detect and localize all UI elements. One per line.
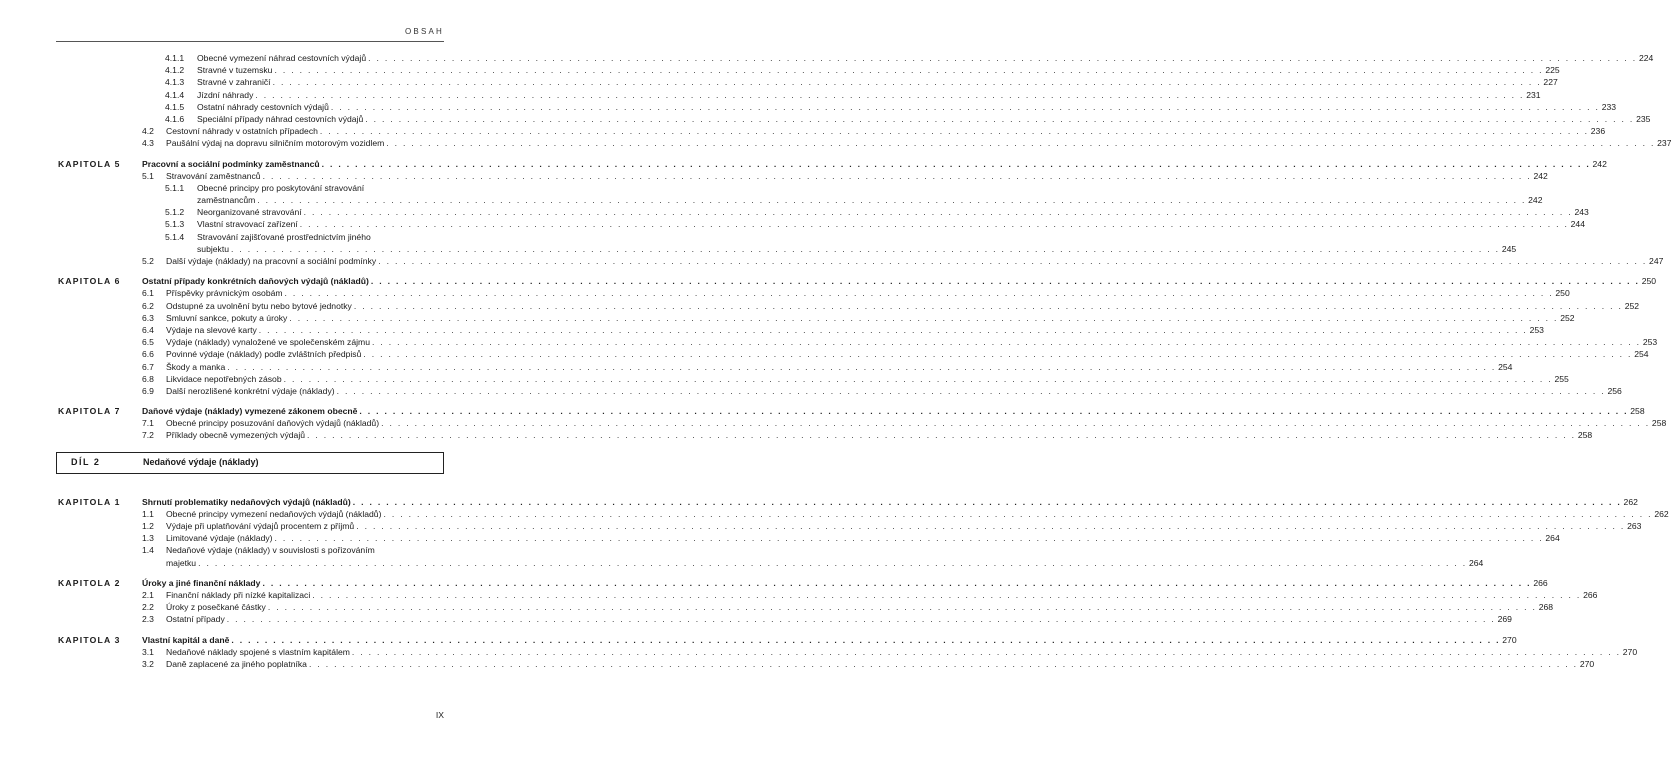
entry-line bbox=[197, 194, 1543, 206]
entry-line bbox=[166, 348, 1649, 360]
toc-entry-row bbox=[0, 194, 1543, 206]
toc-entry-row bbox=[0, 231, 516, 243]
entry-title: majetku bbox=[166, 557, 197, 568]
page-ref: 252 bbox=[1624, 300, 1640, 311]
entry-line bbox=[166, 170, 1548, 182]
toc-entry-row bbox=[0, 312, 1575, 324]
page-ref: 255 bbox=[1554, 373, 1569, 384]
entry-line bbox=[197, 89, 1541, 101]
page-number: IX bbox=[435, 710, 444, 720]
entry-line bbox=[166, 373, 1569, 385]
toc-entry-row bbox=[0, 125, 1606, 137]
section-number: 6.5 bbox=[142, 337, 154, 348]
dot-leader bbox=[365, 113, 1634, 125]
page-ref: 254 bbox=[1634, 349, 1649, 360]
entry-line bbox=[166, 508, 1669, 520]
entry-line bbox=[166, 300, 1640, 312]
dot-leader bbox=[227, 361, 1496, 373]
section-number: 6.2 bbox=[142, 300, 154, 311]
dot-leader bbox=[312, 589, 1581, 601]
entry-title: Limitované výdaje (náklady) bbox=[166, 533, 273, 544]
page-ref: 227 bbox=[1543, 77, 1558, 88]
page-ref: 258 bbox=[1577, 430, 1593, 441]
dot-leader bbox=[371, 275, 1640, 287]
entry-title: Cestovní náhrady v ostatních případech bbox=[166, 126, 318, 137]
toc-entry-row bbox=[0, 557, 1484, 569]
page-ref: 270 bbox=[1622, 646, 1638, 657]
entry-title: Vlastní kapitál a daně bbox=[142, 634, 230, 645]
page-ref: 258 bbox=[1630, 406, 1645, 417]
chapter-label: KAPITOLA 5 bbox=[58, 158, 121, 169]
entry-line bbox=[166, 613, 1512, 625]
entry-line bbox=[166, 589, 1598, 601]
entry-title: Výdaje na slevové karty bbox=[166, 324, 257, 335]
dot-leader bbox=[275, 532, 1544, 544]
chapter-label: KAPITOLA 3 bbox=[58, 634, 121, 645]
toc-entry-row bbox=[0, 243, 1517, 255]
toc-entry-row bbox=[0, 417, 1667, 429]
toc-block bbox=[0, 496, 1669, 569]
entry-title: Pracovní a sociální podmínky zaměstnanců bbox=[142, 158, 320, 169]
entry-line bbox=[166, 361, 1513, 373]
toc-entry-row bbox=[0, 385, 1622, 397]
toc-chapter-row bbox=[0, 405, 1645, 417]
entry-line bbox=[197, 182, 444, 194]
section-number: 6.6 bbox=[142, 349, 154, 360]
entry-line bbox=[166, 429, 1593, 441]
page-ref: 258 bbox=[1651, 418, 1667, 429]
dot-leader bbox=[368, 52, 1637, 64]
entry-title: Další výdaje (náklady) na pracovní a sociální podmínky bbox=[166, 256, 377, 266]
toc-entry-row bbox=[0, 508, 1669, 520]
entry-title: Nedaňové výdaje (náklady) v souvislosti s pořizováním bbox=[166, 545, 375, 556]
dot-leader bbox=[322, 158, 1591, 170]
toc-entry-row bbox=[0, 601, 1554, 613]
entry-line bbox=[142, 634, 1517, 646]
part-heading-box bbox=[56, 452, 444, 474]
dot-leader bbox=[381, 417, 1650, 429]
section-number: 4.1.5 bbox=[165, 101, 185, 112]
page-ref: 237 bbox=[1657, 138, 1671, 149]
section-number: 1.3 bbox=[142, 533, 154, 544]
dot-leader bbox=[300, 218, 1569, 230]
page-ref: 266 bbox=[1533, 577, 1548, 588]
entry-line bbox=[197, 218, 1585, 230]
toc-chapter-row bbox=[0, 158, 1607, 170]
dot-leader bbox=[307, 429, 1576, 441]
section-number: 5.1.1 bbox=[165, 182, 185, 193]
toc-block bbox=[0, 634, 1638, 671]
entry-line bbox=[142, 275, 1657, 287]
section-number: 5.1 bbox=[142, 170, 154, 181]
toc-entry-row bbox=[0, 613, 1512, 625]
entry-line bbox=[166, 532, 1560, 544]
section-number: 2.1 bbox=[142, 589, 154, 600]
page-ref: 270 bbox=[1502, 634, 1517, 645]
entry-title: Úroky z posečkané částky bbox=[166, 602, 266, 613]
page-ref: 264 bbox=[1468, 557, 1484, 568]
entry-line bbox=[166, 324, 1544, 336]
page-ref: 244 bbox=[1570, 219, 1585, 230]
chapter-label: KAPITOLA 6 bbox=[58, 276, 121, 287]
dot-leader bbox=[372, 336, 1641, 348]
toc-entry-row bbox=[0, 544, 516, 556]
toc-entry-row bbox=[0, 76, 1558, 88]
page-ref: 262 bbox=[1623, 496, 1638, 507]
entry-line bbox=[166, 255, 1664, 267]
page-ref: 262 bbox=[1654, 508, 1669, 519]
dot-leader bbox=[198, 557, 1467, 569]
entry-line bbox=[166, 658, 1595, 670]
entry-title: Stravování zajišťované prostřednictvím jiného bbox=[197, 231, 371, 242]
entry-title: Příklady obecně vymezených výdajů bbox=[166, 430, 306, 441]
entry-line bbox=[166, 336, 1658, 348]
entry-title: subjektu bbox=[197, 243, 230, 254]
toc-entry-row bbox=[0, 218, 1585, 230]
section-number: 2.2 bbox=[142, 602, 154, 613]
toc-block bbox=[0, 405, 1667, 442]
page-ref: 242 bbox=[1533, 170, 1548, 181]
section-number: 1.2 bbox=[142, 521, 154, 531]
entry-line bbox=[142, 496, 1638, 508]
entry-line bbox=[166, 125, 1606, 137]
page-ref: 269 bbox=[1497, 614, 1512, 625]
dot-leader bbox=[268, 601, 1537, 613]
section-number: 5.1.3 bbox=[165, 219, 185, 230]
page-ref: 252 bbox=[1560, 312, 1575, 323]
dot-leader bbox=[320, 125, 1589, 137]
entry-title: Odstupné za uvolnění bytu nebo bytové jednotky bbox=[166, 300, 352, 311]
toc-entry-row bbox=[0, 89, 1541, 101]
dot-leader bbox=[353, 496, 1622, 508]
entry-line bbox=[142, 158, 1607, 170]
entry-line bbox=[197, 243, 1517, 255]
entry-line bbox=[166, 417, 1667, 429]
toc-entry-row bbox=[0, 532, 1560, 544]
entry-line bbox=[197, 52, 1654, 64]
toc-block bbox=[0, 52, 1671, 150]
toc-entry-row bbox=[0, 137, 1671, 149]
page-ref: 250 bbox=[1641, 276, 1657, 287]
dot-leader bbox=[331, 101, 1600, 113]
page-ref: 233 bbox=[1601, 101, 1617, 112]
section-number: 1.4 bbox=[142, 545, 154, 556]
page-ref: 253 bbox=[1529, 324, 1544, 335]
page-ref: 224 bbox=[1638, 53, 1654, 63]
entry-title: Daně zaplacené za jiného poplatníka bbox=[166, 658, 307, 669]
toc-entry-row bbox=[0, 429, 1593, 441]
section-number: 1.1 bbox=[142, 508, 154, 519]
dot-leader bbox=[309, 658, 1578, 670]
entry-title: Stravování zaměstnanců bbox=[166, 170, 261, 181]
section-number: 5.1.4 bbox=[165, 231, 185, 242]
dot-leader bbox=[285, 287, 1554, 299]
page-ref: 245 bbox=[1501, 243, 1517, 254]
toc-entry-row bbox=[0, 300, 1640, 312]
section-number: 7.1 bbox=[142, 418, 154, 429]
page-ref: 256 bbox=[1607, 385, 1622, 396]
page-ref: 235 bbox=[1636, 113, 1651, 124]
chapter-label: KAPITOLA 2 bbox=[58, 577, 121, 588]
entry-line bbox=[197, 101, 1617, 113]
dot-leader bbox=[378, 255, 1647, 267]
entry-title: Stravné v zahraničí bbox=[197, 77, 271, 88]
section-number: 5.1.2 bbox=[165, 207, 185, 218]
toc-chapter-row bbox=[0, 275, 1657, 287]
toc-entry-row bbox=[0, 324, 1544, 336]
entry-title: Výdaje (náklady) vynaložené ve společenském zájmu bbox=[166, 337, 370, 348]
entry-title: Další nerozlišené konkrétní výdaje (náklady) bbox=[166, 385, 335, 396]
entry-line bbox=[166, 137, 1671, 149]
entry-line bbox=[142, 405, 1645, 417]
entry-title: Stravné v tuzemsku bbox=[197, 65, 273, 76]
section-number: 6.4 bbox=[142, 324, 154, 335]
page-ref: 242 bbox=[1528, 195, 1543, 206]
entry-title: Finanční náklady při nízké kapitalizaci bbox=[166, 589, 311, 600]
dot-leader bbox=[259, 324, 1528, 336]
dot-leader bbox=[262, 577, 1531, 589]
dot-leader bbox=[359, 405, 1628, 417]
page-ref: 250 bbox=[1555, 288, 1570, 299]
section-number: 4.1.1 bbox=[165, 53, 185, 63]
running-header: OBSAH bbox=[404, 27, 444, 36]
entry-title: Daňové výdaje (náklady) vymezené zákonem obecně bbox=[142, 406, 358, 417]
section-number: 4.3 bbox=[142, 138, 154, 149]
page-ref: 266 bbox=[1583, 589, 1598, 600]
toc-block bbox=[0, 577, 1598, 626]
dot-leader bbox=[337, 385, 1606, 397]
chapter-label: KAPITOLA 1 bbox=[58, 496, 121, 507]
toc-entry-row bbox=[0, 646, 1638, 658]
section-number: 2.3 bbox=[142, 614, 154, 625]
entry-title: zaměstnancům bbox=[197, 195, 256, 206]
toc-entry-row bbox=[0, 373, 1569, 385]
page-ref: 264 bbox=[1545, 533, 1560, 544]
entry-line bbox=[197, 231, 444, 243]
entry-line bbox=[166, 601, 1554, 613]
entry-line bbox=[166, 385, 1622, 397]
entry-line bbox=[197, 76, 1558, 88]
entry-title: Jízdní náhrady bbox=[197, 89, 254, 100]
section-number: 6.7 bbox=[142, 361, 154, 372]
header-rule bbox=[56, 41, 444, 42]
toc-entry-row bbox=[0, 101, 1617, 113]
dot-leader bbox=[274, 64, 1543, 76]
toc-entry-row bbox=[0, 658, 1595, 670]
entry-title: Vlastní stravovací zařízení bbox=[197, 219, 298, 230]
toc-entry-row bbox=[0, 170, 1548, 182]
page-ref: 231 bbox=[1526, 89, 1541, 100]
dot-leader bbox=[289, 312, 1558, 324]
part-label: DÍL 2 bbox=[71, 456, 101, 467]
part-title: Nedaňové výdaje (náklady) bbox=[143, 456, 259, 467]
page-ref: 253 bbox=[1642, 337, 1658, 348]
entry-title: Obecné principy posuzování daňových výdajů (nákladů) bbox=[166, 418, 380, 429]
section-number: 3.2 bbox=[142, 658, 154, 669]
dot-leader bbox=[273, 76, 1542, 88]
entry-title: Neorganizované stravování bbox=[197, 207, 302, 218]
page-ref: 247 bbox=[1649, 256, 1664, 266]
entry-line bbox=[142, 577, 1548, 589]
dot-leader bbox=[255, 89, 1524, 101]
toc-block bbox=[0, 158, 1664, 268]
entry-line bbox=[166, 520, 1642, 532]
section-number: 3.1 bbox=[142, 646, 154, 657]
toc-entry-row bbox=[0, 113, 1651, 125]
section-number: 4.1.4 bbox=[165, 89, 185, 100]
toc-entry-row bbox=[0, 287, 1570, 299]
table-of-contents bbox=[0, 52, 1671, 670]
entry-title: Obecné principy pro poskytování stravování bbox=[197, 182, 365, 193]
toc-entry-row bbox=[0, 255, 1664, 267]
entry-line bbox=[166, 646, 1638, 658]
section-number: 6.1 bbox=[142, 288, 154, 299]
entry-title: Škody a manka bbox=[166, 361, 226, 372]
dot-leader bbox=[227, 613, 1496, 625]
toc-chapter-row bbox=[0, 496, 1638, 508]
dot-leader bbox=[263, 170, 1532, 182]
section-number: 4.1.3 bbox=[165, 77, 185, 88]
entry-title: Obecné principy vymezení nedaňových výdajů (nákladů) bbox=[166, 508, 382, 519]
entry-title: Ostatní případy bbox=[166, 614, 225, 625]
toc-block bbox=[0, 275, 1658, 397]
section-number: 6.9 bbox=[142, 385, 154, 396]
toc-entry-row bbox=[0, 336, 1658, 348]
toc-entry-row bbox=[0, 520, 1642, 532]
toc-entry-row bbox=[0, 206, 1589, 218]
entry-title: Smluvní sankce, pokuty a úroky bbox=[166, 312, 288, 323]
section-number: 4.1.2 bbox=[165, 65, 185, 76]
entry-line bbox=[166, 312, 1575, 324]
page-ref: 263 bbox=[1627, 521, 1642, 531]
entry-title: Shrnutí problematiky nedaňových výdajů (nákladů) bbox=[142, 496, 351, 507]
entry-title: Povinné výdaje (náklady) podle zvláštních předpisů bbox=[166, 349, 362, 360]
section-number: 4.2 bbox=[142, 126, 154, 137]
dot-leader bbox=[284, 373, 1553, 385]
entry-line bbox=[166, 544, 444, 556]
toc-entry-row bbox=[0, 361, 1513, 373]
page-ref: 225 bbox=[1545, 65, 1560, 76]
entry-line bbox=[197, 64, 1560, 76]
page-ref: 236 bbox=[1590, 126, 1606, 137]
entry-title: Ostatní náhrady cestovních výdajů bbox=[197, 101, 329, 112]
entry-title: Příspěvky právnickým osobám bbox=[166, 288, 283, 299]
dot-leader bbox=[386, 137, 1655, 149]
page-ref: 242 bbox=[1592, 158, 1607, 169]
page-ref: 254 bbox=[1498, 361, 1513, 372]
dot-leader bbox=[257, 194, 1526, 206]
section-number: 6.8 bbox=[142, 373, 154, 384]
entry-line bbox=[166, 287, 1570, 299]
dot-leader bbox=[231, 634, 1500, 646]
entry-line bbox=[197, 113, 1651, 125]
entry-title: Výdaje při uplatňování výdajů procentem z příjmů bbox=[166, 521, 355, 531]
toc-entry-row bbox=[0, 348, 1649, 360]
page-ref: 270 bbox=[1579, 658, 1595, 669]
entry-line bbox=[166, 557, 1484, 569]
entry-line bbox=[197, 206, 1589, 218]
dot-leader bbox=[363, 348, 1632, 360]
toc-chapter-row bbox=[0, 577, 1548, 589]
entry-title: Speciální případy náhrad cestovních výdajů bbox=[197, 113, 364, 124]
entry-title: Ostatní případy konkrétních daňových výdajů (nákladů) bbox=[142, 276, 369, 287]
toc-entry-row bbox=[0, 182, 516, 194]
dot-leader bbox=[354, 300, 1623, 312]
section-number: 6.3 bbox=[142, 312, 154, 323]
dot-leader bbox=[356, 520, 1625, 532]
toc-entry-row bbox=[0, 64, 1560, 76]
dot-leader bbox=[231, 243, 1500, 255]
section-number: 7.2 bbox=[142, 430, 154, 441]
toc-entry-row bbox=[0, 589, 1598, 601]
dot-leader bbox=[352, 646, 1621, 658]
chapter-label: KAPITOLA 7 bbox=[58, 406, 121, 417]
entry-title: Paušální výdaj na dopravu silničním motorovým vozidlem bbox=[166, 138, 385, 149]
page-ref: 268 bbox=[1538, 602, 1554, 613]
entry-title: Obecné vymezení náhrad cestovních výdajů bbox=[197, 53, 367, 63]
page-ref: 243 bbox=[1574, 207, 1589, 218]
dot-leader bbox=[383, 508, 1652, 520]
entry-title: Úroky a jiné finanční náklady bbox=[142, 577, 261, 588]
section-number: 4.1.6 bbox=[165, 113, 185, 124]
entry-title: Nedaňové náklady spojené s vlastním kapitálem bbox=[166, 646, 350, 657]
toc-entry-row bbox=[0, 52, 1654, 64]
entry-title: Likvidace nepotřebných zásob bbox=[166, 373, 282, 384]
toc-chapter-row bbox=[0, 634, 1517, 646]
section-number: 5.2 bbox=[142, 256, 154, 266]
dot-leader bbox=[304, 206, 1573, 218]
